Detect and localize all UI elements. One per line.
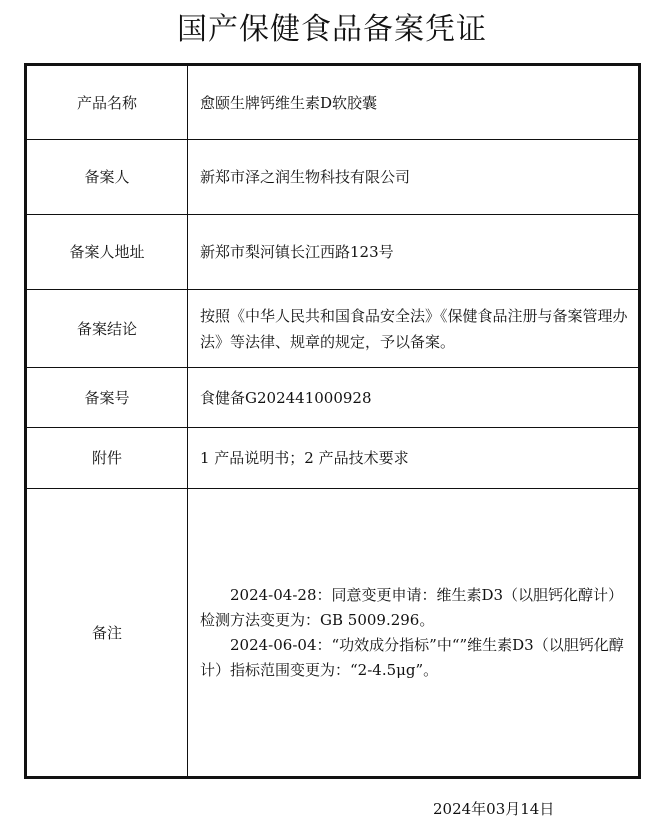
remarks-label: 备注 <box>26 489 188 778</box>
filing-number-value: 食健备G202441000928 <box>188 368 640 428</box>
table-row-remarks <box>26 489 640 778</box>
table-row-attachments <box>26 428 640 489</box>
filer-address-value: 新郑市梨河镇长江西路123号 <box>188 215 640 290</box>
table-row-product-name <box>26 65 640 140</box>
table-row-filer-address <box>26 215 640 290</box>
issue-date: 2024年03月14日 <box>433 800 555 818</box>
table-row-filing-number <box>26 368 640 428</box>
table-row-conclusion <box>26 290 640 368</box>
product-name-label: 产品名称 <box>26 65 188 140</box>
remark-entry: 2024-06-04：“功效成分指标”中“”维生素D3（以胆钙化醇计）指标范围变更为：“2-4.5μg”。 <box>200 635 624 679</box>
conclusion-value: 按照《中华人民共和国食品安全法》《保健食品注册与备案管理办法》等法律、规章的规定，予以备案。 <box>188 290 640 368</box>
remarks-content <box>188 489 640 778</box>
filer-value: 新郑市泽之润生物科技有限公司 <box>188 140 640 215</box>
filing-number-label: 备案号 <box>26 368 188 428</box>
remark-entry: 2024-04-28：同意变更申请：维生素D3（以胆钙化醇计）检测方法变更为：GB 5009.296。 <box>200 585 624 629</box>
certificate-title: 国产保健食品备案凭证 <box>177 12 487 47</box>
certificate-table <box>24 63 641 779</box>
filer-address-label: 备案人地址 <box>26 215 188 290</box>
conclusion-label: 备案结论 <box>26 290 188 368</box>
product-name-value: 愈颐生牌钙维生素D软胶囊 <box>188 65 640 140</box>
table-row-filer <box>26 140 640 215</box>
filer-label: 备案人 <box>26 140 188 215</box>
attachments-label: 附件 <box>26 428 188 489</box>
attachments-value: 1 产品说明书；2 产品技术要求 <box>188 428 640 489</box>
